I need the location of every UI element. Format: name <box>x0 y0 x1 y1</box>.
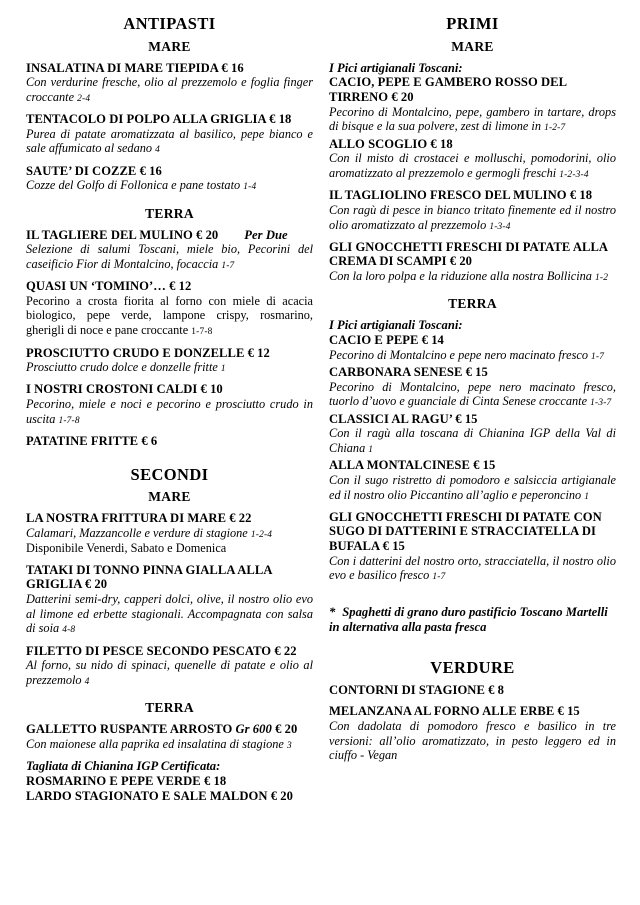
dish-description-text: Calamari, Mazzancolle e verdure di stagione <box>26 525 248 540</box>
allergen-codes: 1-3-7 <box>590 398 612 409</box>
allergen-codes: 4 <box>84 677 90 688</box>
subsection-title-antipasti-mare: MARE <box>148 38 191 54</box>
dish-description-text: Con verdurine fresche, olio al prezzemolo e foglia finger croccante <box>26 75 313 104</box>
menu-item <box>26 563 313 637</box>
menu-item <box>26 644 313 689</box>
dish-name-text: GALLETTO RUSPANTE ARROSTO <box>26 722 233 737</box>
dish-name: CARBONARA SENESE € 15 <box>329 364 488 379</box>
allergen-codes: 1-7 <box>591 351 605 362</box>
section-title-primi: PRIMI <box>446 14 499 33</box>
menu-item <box>26 279 313 338</box>
dish-name: CLASSICI AL RAGU’ € 15 <box>329 411 478 426</box>
allergen-codes: 1-7-8 <box>191 327 213 338</box>
dish-description-text: Pecorino di Montalcino, pepe nero macinato fresco, tuorlo d’uovo e guanciale di Cinta Senese croccante <box>329 379 616 409</box>
dish-description-text: Prosciutto crudo dolce e donzelle fritte <box>26 360 218 375</box>
subsection-title-primi-terra: TERRA <box>448 296 497 312</box>
menu-item <box>329 412 616 457</box>
dish-name: ALLO SCOGLIO € 18 <box>329 136 453 151</box>
allergen-codes: 1-2-3-4 <box>559 169 589 180</box>
dish-description <box>26 127 313 157</box>
dish-group-heading: I Pici artigianali Toscani: <box>329 318 463 333</box>
subsection-title-antipasti-terra: TERRA <box>145 205 194 221</box>
dish-name: I NOSTRI CROSTONI CALDI € 10 <box>26 382 223 397</box>
menu-item <box>329 61 616 135</box>
dish-description-text: Con i datterini del nostro orto, stracciatella, il nostro olio evo e basilico fresco <box>329 553 616 583</box>
menu-item <box>329 318 616 363</box>
dish-description-text: Cozze del Golfo di Follonica e pane tostato <box>26 178 241 193</box>
dish-name-text: IL TAGLIERE DEL MULINO € 20 <box>26 227 219 242</box>
dish-name: GLI GNOCCHETTI FRESCHI DI PATATE CON SUGO DI DATTERINI E STRACCIATELLA DI BUFALA € 15 <box>329 509 602 553</box>
dish-description-text: Al forno, su nido di spinaci, quenelle di patate e olio al prezzemolo <box>26 658 313 688</box>
dish-description-text: Datterini semi-dry, capperi dolci, olive, il nostro olio evo al limone ed erbette stagionali. Accompagnata con salsa di soia <box>26 591 313 636</box>
allergen-codes: 1-2 <box>594 273 609 284</box>
menu-item <box>329 683 616 698</box>
menu-item <box>26 434 313 449</box>
dish-description <box>329 348 616 363</box>
allergen-codes: 4 <box>155 145 160 156</box>
dish-name <box>26 228 313 243</box>
dish-description <box>26 526 313 541</box>
dish-name: TENTACOLO DI POLPO ALLA GRIGLIA € 18 <box>26 112 292 127</box>
dish-description-text: Con maionese alla paprika ed insalatina di stagione <box>26 736 284 751</box>
menu-item <box>26 722 313 752</box>
allergen-codes: 4-8 <box>62 625 76 636</box>
dish-description <box>26 75 313 105</box>
menu-item <box>329 240 616 284</box>
dish-description <box>26 397 313 427</box>
dish-description <box>329 426 616 456</box>
menu-item <box>26 164 313 194</box>
dish-description-text: Pecorino di Montalcino, pepe, gambero in tartare, drops di bisque e la sua polvere, zest di limone in <box>329 104 616 134</box>
dish-description-text: Pecorino, miele e noci e pecorino e prosciutto crudo in uscita <box>26 396 313 426</box>
dish-description <box>329 554 616 584</box>
dish-description-text: Selezione di salumi Toscani, miele bio, Pecorini del caseificio Fior di Montalcino, focaccia <box>26 242 313 271</box>
subsection-title-primi-mare: MARE <box>451 38 494 54</box>
dish-description-text: Con il sugo ristretto di pomodoro e salsiccia artigianale ed il nostro olio Piccantino all’aglio e peperoncino <box>329 472 616 502</box>
asterisk-marker: * <box>329 604 336 619</box>
dish-name: PATATINE FRITTE € 6 <box>26 434 158 448</box>
allergen-codes: 1-7 <box>221 260 235 271</box>
menu-item-group <box>26 759 313 803</box>
dish-description <box>329 151 616 181</box>
dish-group-heading: I Pici artigianali Toscani: <box>329 60 463 75</box>
dish-name: ROSMARINO E PEPE VERDE € 18 <box>26 773 227 788</box>
menu-left-column <box>26 14 313 810</box>
dish-description <box>26 592 313 637</box>
dish-description: Con dadolata di pomodoro fresco e basilico in tre versioni: all’olio aromatizzato, in pesto leggero ed in ciuffo - Vegan <box>329 718 616 763</box>
dish-weight-note: Gr 600 <box>235 722 272 737</box>
dish-name: CACIO E PEPE € 14 <box>329 333 444 348</box>
dish-group-heading: Tagliata di Chianina IGP Certificata: <box>26 759 221 774</box>
menu-item <box>329 188 616 233</box>
dish-description <box>329 105 616 135</box>
dish-name: LA NOSTRA FRITTURA DI MARE € 22 <box>26 511 252 526</box>
dish-name: PROSCIUTTO CRUDO E DONZELLE € 12 <box>26 345 270 360</box>
dish-name: FILETTO DI PESCE SECONDO PESCATO € 22 <box>26 643 297 658</box>
dish-description <box>26 294 313 339</box>
dish-name: IL TAGLIOLINO FRESCO DEL MULINO € 18 <box>329 188 593 203</box>
subsection-title-secondi-terra: TERRA <box>145 700 194 716</box>
dish-price: € 20 <box>275 722 298 737</box>
allergen-codes: 1-7-8 <box>58 415 80 426</box>
allergen-codes: 1-7 <box>432 572 446 583</box>
dish-name: SAUTE’ DI COZZE € 16 <box>26 163 162 178</box>
footnote-text: Spaghetti di grano duro pastificio Toscano Martelli in alternativa alla pasta fresca <box>329 604 608 635</box>
menu-item <box>26 61 313 106</box>
dish-serving-note: Per Due <box>244 227 288 242</box>
allergen-codes: 3 <box>286 740 292 751</box>
menu-item <box>26 382 313 427</box>
allergen-codes: 1-3-4 <box>489 221 511 232</box>
allergen-codes: 1-2-4 <box>250 529 273 540</box>
menu-item <box>329 137 616 182</box>
dish-availability-note: Disponibile Venerdi, Sabato e Domenica <box>26 540 227 555</box>
dish-description-text: Con il misto di crostacei e molluschi, pomodorini, olio aromatizzato al prezzemolo e germogli freschi <box>329 151 616 180</box>
menu-item <box>26 228 313 273</box>
dish-description <box>26 242 313 272</box>
dish-description-text: Purea di patate aromatizzata al basilico, pepe bianco e sale affumicato al sedano <box>26 126 313 156</box>
allergen-codes: 1 <box>584 491 590 502</box>
menu-item <box>26 511 313 556</box>
dish-name <box>26 722 313 737</box>
subsection-title-secondi-mare: MARE <box>148 489 191 505</box>
dish-name: LARDO STAGIONATO E SALE MALDON € 20 <box>26 788 293 803</box>
dish-description <box>329 473 616 503</box>
section-title-antipasti: ANTIPASTI <box>123 14 216 33</box>
allergen-codes: 2-4 <box>77 93 91 104</box>
menu-right-column <box>329 14 616 770</box>
menu-item <box>329 365 616 410</box>
allergen-codes: 1 <box>220 364 226 375</box>
dish-description-text: Pecorino a crosta fiorita al forno con miele di acacia biologico, pepe verde, lampone crispy, rosmarino, gherigli di noce e pane croccante <box>26 293 313 338</box>
dish-description <box>329 380 616 410</box>
dish-description-text: Pecorino di Montalcino e pepe nero macinato fresco <box>329 347 588 362</box>
menu-item <box>329 510 616 584</box>
menu-item <box>329 458 616 503</box>
menu-item <box>329 704 616 763</box>
dish-description <box>26 658 313 688</box>
section-title-secondi: SECONDI <box>130 464 209 484</box>
dish-name: GLI GNOCCHETTI FRESCHI DI PATATE ALLA CREMA DI SCAMPI € 20 <box>329 239 608 269</box>
dish-description <box>26 360 313 375</box>
dish-name: CONTORNI DI STAGIONE € 8 <box>329 682 504 697</box>
dish-name: QUASI UN ‘TOMINO’… € 12 <box>26 279 192 294</box>
dish-name: MELANZANA AL FORNO ALLE ERBE € 15 <box>329 704 580 719</box>
dish-description <box>329 269 616 284</box>
dish-description <box>329 203 616 233</box>
dish-name: CACIO, PEPE E GAMBERO ROSSO DEL TIRRENO € 20 <box>329 75 567 104</box>
dish-description-text: Con la loro polpa e la riduzione alla nostra Bollicina <box>329 269 592 284</box>
allergen-codes: 1-2-7 <box>544 123 566 134</box>
allergen-codes: 1 <box>368 444 374 455</box>
dish-description-text: Con il ragù alla toscana di Chianina IGP della Val di Chiana <box>329 426 616 455</box>
dish-name: INSALATINA DI MARE TIEPIDA € 16 <box>26 60 244 75</box>
pasta-alternative-footnote <box>329 605 616 636</box>
menu-item <box>26 346 313 376</box>
dish-description <box>26 737 313 752</box>
allergen-codes: 1-4 <box>243 182 257 193</box>
dish-description <box>26 178 313 193</box>
spacer <box>329 591 616 605</box>
menu-item <box>26 112 313 157</box>
dish-description-text: Con ragù di pesce in bianco tritato finemente ed il nostro olio aromatizzato al prezzemolo <box>329 202 616 232</box>
section-title-verdure: VERDURE <box>430 658 515 678</box>
dish-name: TATAKI DI TONNO PINNA GIALLA ALLA GRIGLIA € 20 <box>26 562 272 592</box>
dish-name: ALLA MONTALCINESE € 15 <box>329 458 496 473</box>
